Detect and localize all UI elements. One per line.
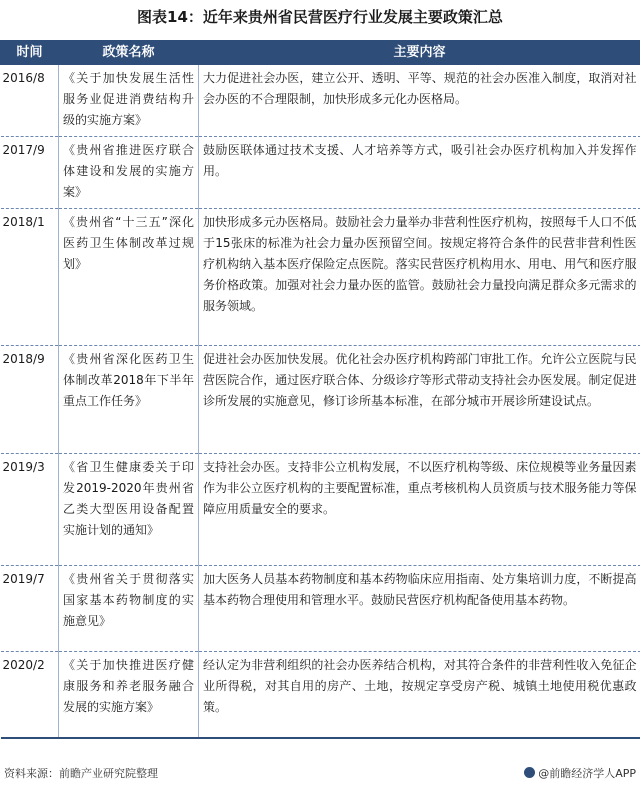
row-content: 大力促进社会办医，建立公开、透明、平等、规范的社会办医准入制度，取消对社会办医的不合理限制，加快形成多元化办医格局。 [199, 65, 640, 137]
table-row [1, 566, 640, 652]
row-content: 加大医务人员基本药物制度和基本药物临床应用指南、处方集培训力度，不断提高基本药物合理使用和管理水平。鼓励民营医疗机构配备使用基本药物。 [199, 566, 640, 652]
row-policy-name: 《贵州省推进医疗联合体建设和发展的实施方案》 [59, 137, 199, 209]
row-content: 经认定为非营利组织的社会办医养结合机构，对其符合条件的非营利性收入免征企业所得税，对其自用的房产、土地，按规定享受房产税、城镇土地使用税优惠政策。 [199, 652, 640, 738]
brand-logo-icon [524, 767, 535, 778]
table-row [1, 209, 640, 346]
table-row [1, 454, 640, 566]
table-row [1, 137, 640, 209]
row-policy-name: 《贵州省“十三五”深化医药卫生体制改革过规划》 [59, 209, 199, 346]
header-policy-name: 政策名称 [59, 41, 199, 65]
brand-text: @前瞻经济学人APP [538, 767, 636, 780]
row-time: 2019/3 [1, 454, 59, 566]
brand-credit [524, 762, 636, 786]
footer [0, 762, 640, 786]
chart-title: 图表14：近年来贵州省民营医疗行业发展主要政策汇总 [137, 8, 503, 26]
table-header-row [1, 41, 640, 65]
header-time: 时间 [1, 41, 59, 65]
row-time: 2017/9 [1, 137, 59, 209]
row-content: 支持社会办医。支持非公立机构发展，不以医疗机构等级、床位规模等业务量因素作为非公立医疗机构的主要配置标准，重点考核机构人员资质与技术服务能力等保障应用质量安全的要求。 [199, 454, 640, 566]
policy-table [0, 40, 640, 739]
row-time: 2018/9 [1, 346, 59, 454]
row-time: 2020/2 [1, 652, 59, 738]
table-row [1, 65, 640, 137]
table-row [1, 652, 640, 738]
row-policy-name: 《关于加快发展生活性服务业促进消费结构升级的实施方案》 [59, 65, 199, 137]
row-time: 2018/1 [1, 209, 59, 346]
row-time: 2019/7 [1, 566, 59, 652]
row-policy-name: 《贵州省深化医药卫生体制改革2018年下半年重点工作任务》 [59, 346, 199, 454]
row-content: 促进社会办医加快发展。优化社会办医疗机构跨部门审批工作。允许公立医院与民营医院合作，通过医疗联合体、分级诊疗等形式带动支持社会办医发展。制定促进诊所发展的实施意见，修订诊所基本标准，在部分城市开展诊所建设试点。 [199, 346, 640, 454]
row-time: 2016/8 [1, 65, 59, 137]
source-note: 资料来源：前瞻产业研究院整理 [4, 767, 158, 780]
row-content: 加快形成多元办医格局。鼓励社会力量举办非营利性医疗机构，按照每千人口不低于15张床的标准为社会力量办医预留空间。按规定将符合条件的民营非营利性医疗机构纳入基本医疗保险定点医院。落实民营医疗机构用水、用电、用气和医疗服务价格政策。加强对社会力量办医的监管。鼓励社会力量投向满足群众多元需求的服务领域。 [199, 209, 640, 346]
row-policy-name: 《省卫生健康委关于印发2019-2020年贵州省乙类大型医用设备配置实施计划的通知》 [59, 454, 199, 566]
header-main-content: 主要内容 [199, 41, 640, 65]
row-policy-name: 《关于加快推进医疗健康服务和养老服务融合发展的实施方案》 [59, 652, 199, 738]
row-content: 鼓励医联体通过技术支援、人才培养等方式，吸引社会办医疗机构加入并发挥作用。 [199, 137, 640, 209]
table-row [1, 346, 640, 454]
row-policy-name: 《贵州省关于贯彻落实国家基本药物制度的实施意见》 [59, 566, 199, 652]
